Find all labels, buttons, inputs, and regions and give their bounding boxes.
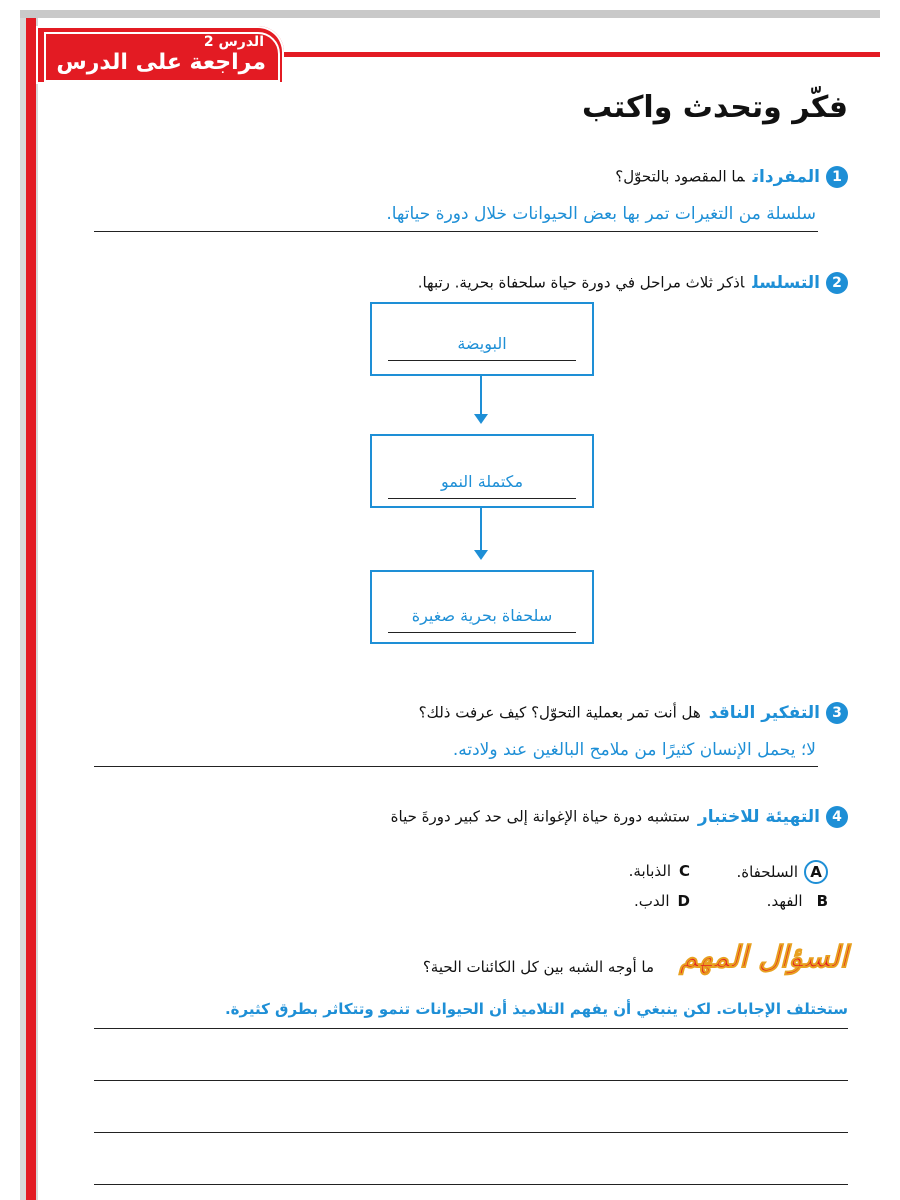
writing-line-3 — [94, 1132, 848, 1133]
option-d[interactable] — [634, 892, 690, 910]
arrow-2-shaft — [480, 508, 482, 550]
arrow-1-head — [474, 414, 488, 424]
stage-3-line — [388, 632, 576, 633]
arrow-1-shaft — [480, 376, 482, 416]
question-1-text: ما المقصود بالتحوّل؟ — [615, 167, 745, 186]
question-3-text: هل أنت تمر بعملية التحوّل؟ كيف عرفت ذلك؟ — [418, 703, 701, 722]
question-4-text: ستشبه دورة حياة الإغوانة إلى حد كبير دورةَ حياة — [390, 807, 690, 826]
question-1-answer: سلسلة من التغيرات تمر بها بعض الحيوانات خلال دورة حياتها. — [386, 204, 816, 224]
question-3-answer: لا؛ يحمل الإنسان كثيرًا من ملامح البالغين عند ولادته. — [452, 740, 816, 760]
question-1 — [615, 166, 848, 188]
lesson-number: الدرس 2 — [203, 34, 264, 50]
question-1-number: 1 — [826, 166, 848, 188]
stage-box-3 — [370, 570, 594, 644]
left-red-bar — [26, 18, 36, 1200]
essential-question-text: ما أوجه الشبه بين كل الكائنات الحية؟ — [422, 958, 654, 976]
option-b-text: الفهد. — [766, 892, 803, 910]
stage-1-text: البويضة — [457, 334, 507, 353]
option-c-letter: C — [678, 862, 690, 880]
answer-line-1 — [94, 231, 818, 232]
writing-line-2 — [94, 1080, 848, 1081]
lesson-review-tab-frame — [44, 32, 280, 82]
lesson-review-title: مراجعة على الدرس — [56, 50, 266, 75]
stage-box-2 — [370, 434, 594, 508]
stage-2-line — [388, 498, 576, 499]
question-4-number: 4 — [826, 806, 848, 828]
stage-2-text: مكتملة النمو — [440, 472, 524, 491]
writing-line-1 — [94, 1028, 848, 1029]
stage-1-line — [388, 360, 576, 361]
option-a-text: السلحفاة. — [736, 863, 798, 881]
stage-3-text: سلحفاة بحرية صغيرة — [411, 606, 553, 625]
question-4 — [391, 806, 848, 828]
option-d-letter: D — [677, 892, 690, 910]
arrow-2-head — [474, 550, 488, 560]
answer-line-3 — [94, 766, 818, 767]
option-b[interactable] — [767, 892, 828, 910]
question-3-label: التفكير الناقد — [708, 702, 820, 723]
question-2-label: التسلسل — [752, 272, 820, 293]
option-c[interactable] — [629, 862, 690, 880]
option-b-letter: B — [816, 892, 828, 910]
option-a[interactable] — [736, 860, 828, 884]
essential-question-label: السؤال المهم — [679, 940, 848, 975]
question-3-number: 3 — [826, 702, 848, 724]
question-1-label: المفردات — [752, 166, 820, 187]
stage-box-1 — [370, 302, 594, 376]
question-3 — [419, 702, 848, 724]
page-title: فكّر وتحدث واكتب — [581, 90, 848, 125]
question-4-label: التهيئة للاختبار — [697, 806, 820, 827]
option-c-text: الذبابة. — [628, 862, 671, 880]
header-red-line — [270, 52, 880, 57]
writing-line-4 — [94, 1184, 848, 1185]
top-border — [20, 10, 880, 18]
question-2 — [418, 272, 848, 294]
question-2-number: 2 — [826, 272, 848, 294]
essential-question-answer: ستختلف الإجابات. لكن ينبغي أن يفهم التلاميذ أن الحيوانات تنمو وتتكاثر بطرق كثيرة. — [224, 1000, 848, 1018]
question-2-text: اذكر ثلاث مراحل في دورة حياة سلحفاة بحرية. رتبها. — [417, 273, 745, 292]
option-a-letter: A — [804, 860, 828, 884]
option-d-text: الدب. — [634, 892, 670, 910]
